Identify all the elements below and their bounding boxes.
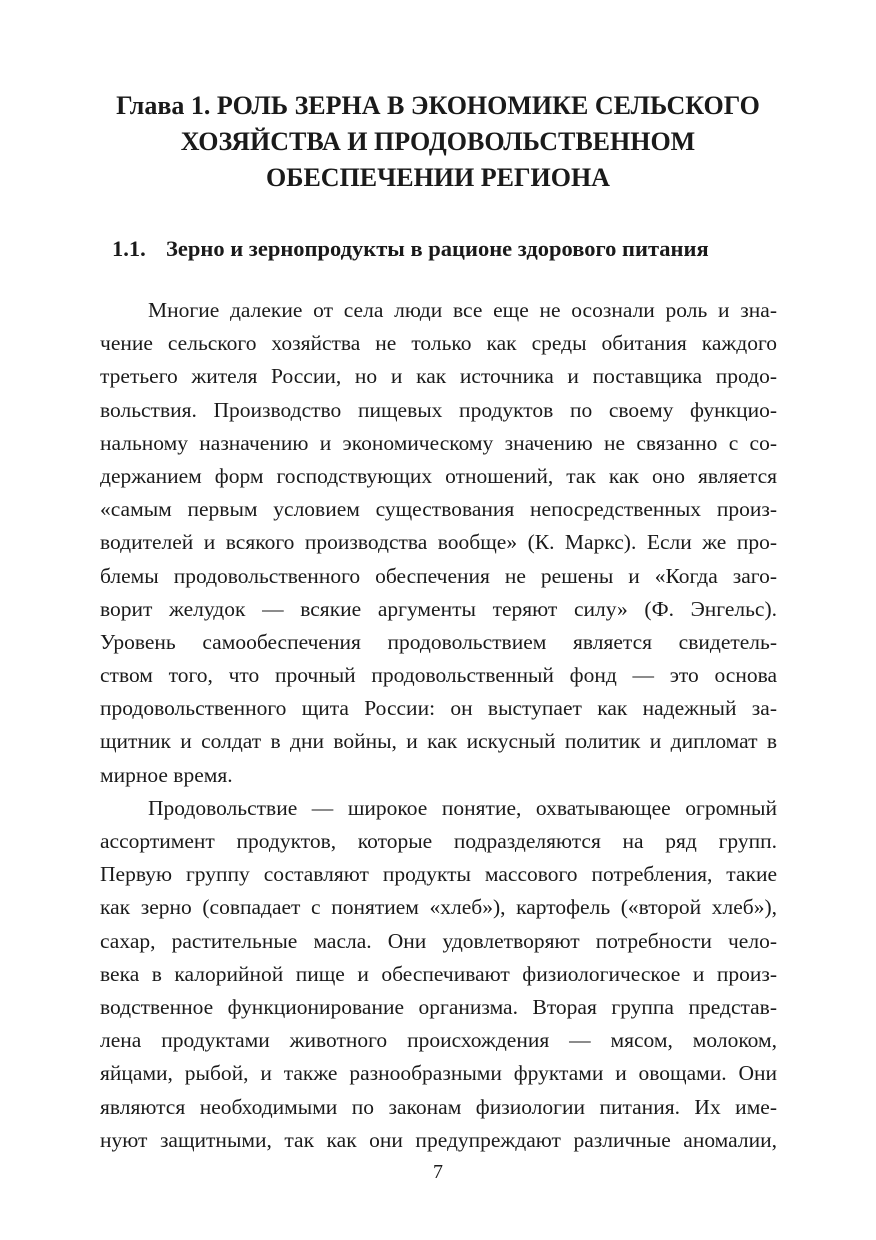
text-line: ворит желудок — всякие аргументы теряют силу» (Ф. Энгельс). bbox=[100, 596, 777, 621]
text-line: лена продуктами животного происхождения — мясом, молоком, bbox=[100, 1028, 777, 1053]
body-text bbox=[100, 294, 777, 1157]
text-line: чение сельского хозяйства не только как среды обитания каждого bbox=[100, 331, 777, 356]
text-line: яйцами, рыбой, и также разнообразными фруктами и овощами. Они bbox=[100, 1061, 777, 1086]
text-line: ством того, что прочный продовольственный фонд — это основа bbox=[100, 663, 777, 688]
text-line: водственное функционирование организма. Вторая группа представ- bbox=[100, 994, 777, 1019]
paragraph-2 bbox=[100, 792, 777, 1157]
text-line: Многие далекие от села люди все еще не осознали роль и зна- bbox=[148, 298, 777, 322]
text-line: сахар, растительные масла. Они удовлетворяют потребности чело- bbox=[100, 928, 777, 953]
chapter-title-line: ОБЕСПЕЧЕНИИ РЕГИОНА bbox=[266, 163, 610, 192]
text-line: продовольственного щита России: он выступает как надежный за- bbox=[100, 696, 777, 721]
text-line: третьего жителя России, но и как источника и поставщика продо- bbox=[100, 364, 777, 389]
section-title: Зерно и зернопродукты в рационе здорового питания bbox=[166, 236, 709, 261]
text-line: нальному назначению и экономическому значению не связанно с со- bbox=[100, 430, 777, 455]
chapter-title-line: Глава 1. РОЛЬ ЗЕРНА В ЭКОНОМИКЕ СЕЛЬСКОГО bbox=[116, 91, 760, 120]
section-number: 1.1. bbox=[112, 236, 146, 261]
text-line: щитник и солдат в дни войны, и как искусный политик и дипломат в bbox=[100, 729, 777, 754]
text-line: являются необходимыми по законам физиологии питания. Их име- bbox=[100, 1094, 777, 1119]
chapter-title-line: ХОЗЯЙСТВА И ПРОДОВОЛЬСТВЕННОМ bbox=[180, 127, 696, 156]
section-heading bbox=[112, 234, 792, 264]
text-line: века в калорийной пище и обеспечивают физиологическое и произ- bbox=[100, 961, 777, 986]
text-line: Уровень самообеспечения продовольствием является свидетель- bbox=[100, 629, 777, 654]
text-line: ассортимент продуктов, которые подразделяются на ряд групп. bbox=[100, 829, 777, 853]
text-line: мирное время. bbox=[100, 762, 233, 787]
text-line: водителей и всякого производства вообще» (К. Маркс). Если же про- bbox=[100, 530, 777, 555]
paragraph-1 bbox=[100, 294, 777, 792]
chapter-title bbox=[90, 88, 786, 196]
text-line: вольствия. Производство пищевых продуктов по своему функцио- bbox=[100, 397, 777, 422]
text-line: нуют защитными, так как они предупреждают различные аномалии, bbox=[100, 1127, 777, 1152]
text-line: Продовольствие — широкое понятие, охватывающее огромный bbox=[148, 795, 777, 820]
text-line: «самым первым условием существования непосредственных произ- bbox=[100, 497, 777, 522]
text-line: Первую группу составляют продукты массового потребления, такие bbox=[100, 862, 777, 887]
text-line: как зерно (совпадает с понятием «хлеб»), картофель («второй хлеб»), bbox=[100, 895, 777, 920]
text-line: держанием форм господствующих отношений, так как оно является bbox=[100, 463, 777, 488]
page-number: 7 bbox=[433, 1161, 443, 1183]
text-line: блемы продовольственного обеспечения не решены и «Когда заго- bbox=[100, 563, 777, 588]
